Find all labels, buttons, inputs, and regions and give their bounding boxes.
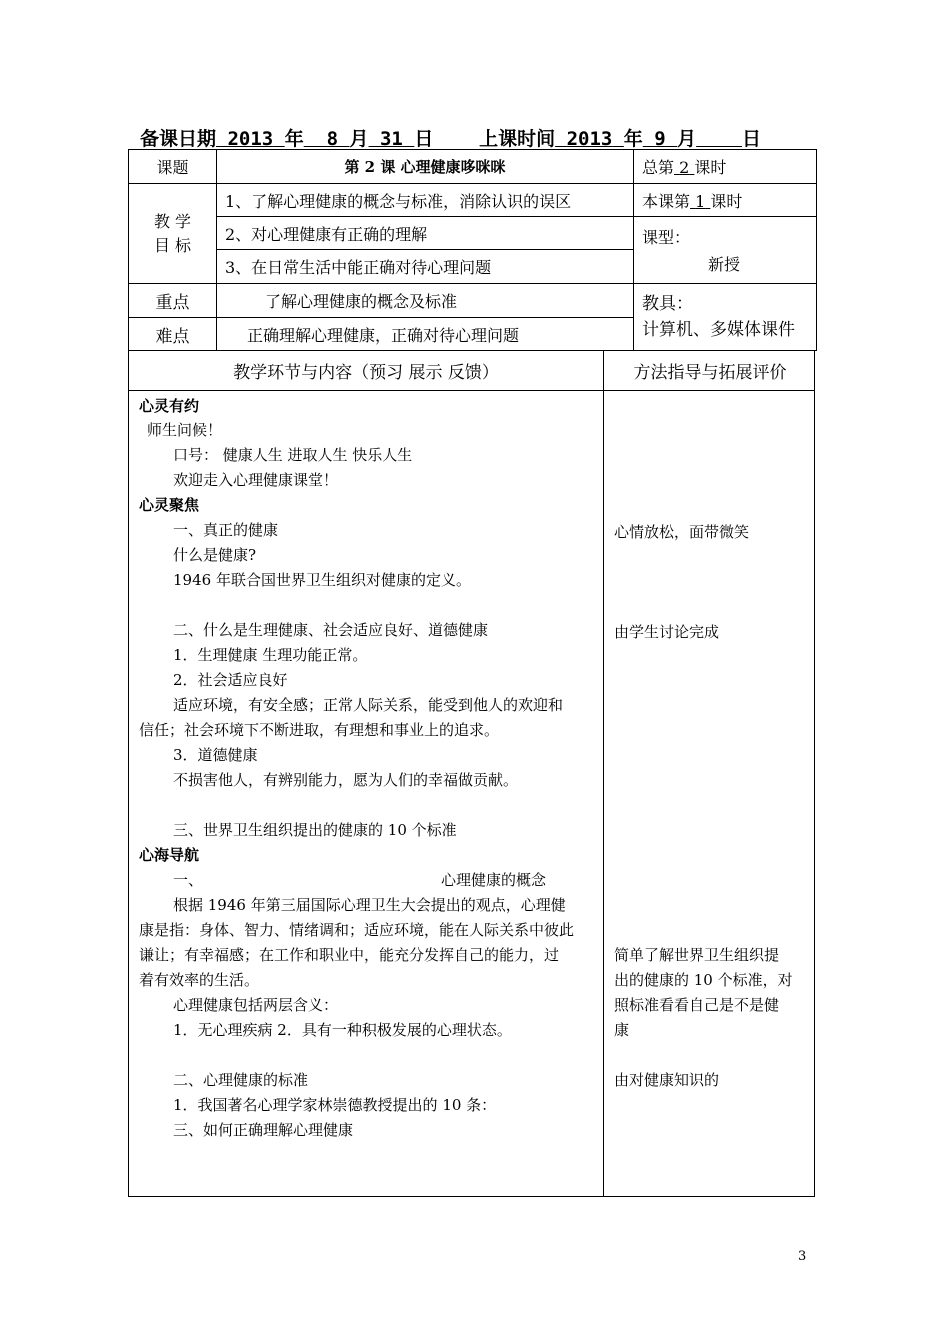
content-column-title: 教学环节与内容（预习 展示 反馈） <box>233 363 499 383</box>
content-line: 谦让；有幸福感；在工作和职业中，能充分发挥自己的能力，过 <box>139 946 560 964</box>
note-line: 心情放松，面带微笑 <box>614 523 750 541</box>
content-line: 1．我国著名心理学家林崇德教授提出的 10 条： <box>173 1096 497 1114</box>
content-line: 欢迎走入心理健康课堂！ <box>173 471 339 489</box>
topic-label: 课题 <box>129 150 217 184</box>
prep-date-label: 备课日期 <box>140 128 217 150</box>
note-line: 由学生讨论完成 <box>614 623 720 641</box>
note-line: 照标准看看自己是不是健 <box>614 996 780 1014</box>
content-line: 信任；社会环境下不断进取，有理想和事业上的追求。 <box>139 721 500 739</box>
goals-label: 教 学 目 标 <box>129 184 217 284</box>
key-point-value: 了解心理健康的概念及标准 <box>217 284 634 318</box>
prep-month: 8 <box>326 128 339 150</box>
content-line: 根据 1946 年第三届国际心理卫生大会提出的观点，心理健 <box>173 896 566 914</box>
month-char-2: 月 <box>677 128 697 150</box>
method-column-title: 方法指导与拓展评价 <box>633 363 787 383</box>
this-lesson: 本课第 1 课时 <box>634 184 817 217</box>
prep-day: 31 <box>379 128 403 150</box>
content-line: 适应环境，有安全感；正常人际关系，能受到他人的欢迎和 <box>173 696 564 714</box>
class-year: 2013 <box>566 128 613 150</box>
note-line: 简单了解世界卫生组织提 <box>614 946 780 964</box>
content-line: 1946 年联合国世界卫生组织对健康的定义。 <box>173 571 471 589</box>
lesson-type: 课型： 新授 <box>634 217 817 284</box>
date-header <box>140 124 761 151</box>
column-divider <box>603 350 604 1196</box>
class-day <box>696 128 742 150</box>
content-line: 不损害他人，有辨别能力，愿为人们的幸福做贡献。 <box>173 771 519 789</box>
content-line: 三、世界卫生组织提出的健康的 10 个标准 <box>173 821 457 839</box>
content-line: 康是指：身体、智力、情绪调和；适应环境，能在人际关系中彼此 <box>139 921 575 939</box>
note-line: 康 <box>614 1021 630 1039</box>
content-line: 2．社会适应良好 <box>173 671 288 689</box>
content-line: 心理健康的概念 <box>441 871 547 889</box>
content-line: 什么是健康? <box>173 546 257 564</box>
heading-xinlingyouyue: 心灵有约 <box>139 397 200 415</box>
content-line: 师生问候！ <box>147 421 223 439</box>
day-char-2: 日 <box>741 128 761 150</box>
year-char-2: 年 <box>623 128 643 150</box>
content-line: 二、什么是生理健康、社会适应良好、道德健康 <box>173 621 489 639</box>
key-point-label: 重点 <box>129 284 217 318</box>
note-line: 由对健康知识的 <box>614 1071 720 1089</box>
content-line: 一、真正的健康 <box>173 521 279 539</box>
content-line: 一、 <box>173 871 204 889</box>
content-line: 二、心理健康的标准 <box>173 1071 309 1089</box>
day-char: 日 <box>414 128 434 150</box>
page-number: 3 <box>798 1249 807 1264</box>
heading-xinlingjujiao: 心灵聚焦 <box>139 496 200 514</box>
class-time-label: 上课时间 <box>479 128 556 150</box>
teaching-tools: 教具： 计算机、多媒体课件 <box>634 284 817 351</box>
content-line: 1．生理健康 生理功能正常。 <box>173 646 368 664</box>
topic-value: 第 2 课 心理健康哆咪咪 <box>217 150 634 184</box>
content-line: 1．无心理疾病 2．具有一种积极发展的心理状态。 <box>173 1021 512 1039</box>
content-line: 着有效率的生活。 <box>139 971 260 989</box>
total-lessons: 总第 2 课时 <box>634 150 817 184</box>
month-char: 月 <box>349 128 369 150</box>
section-header <box>129 350 814 391</box>
difficult-point-label: 难点 <box>129 318 217 351</box>
content-line: 心理健康包括两层含义： <box>173 996 339 1014</box>
content-line: 3．道德健康 <box>173 746 258 764</box>
year-char: 年 <box>284 128 304 150</box>
note-line: 出的健康的 10 个标准，对 <box>614 971 793 989</box>
lesson-info-table <box>128 149 817 351</box>
content-line: 口号： 健康人生 进取人生 快乐人生 <box>173 446 413 464</box>
goal-item-1: 1、了解心理健康的概念与标准，消除认识的误区 <box>217 184 634 217</box>
heading-xinhaidaohang: 心海导航 <box>139 846 200 864</box>
difficult-point-value: 正确理解心理健康，正确对待心理问题 <box>217 318 634 351</box>
goal-item-2: 2、对心理健康有正确的理解 <box>217 217 634 250</box>
content-line: 三、如何正确理解心理健康 <box>173 1121 354 1139</box>
goal-item-3: 3、在日常生活中能正确对待心理问题 <box>217 250 634 284</box>
teaching-process-section <box>128 350 815 1197</box>
prep-year: 2013 <box>227 128 274 150</box>
class-month: 9 <box>654 128 666 150</box>
